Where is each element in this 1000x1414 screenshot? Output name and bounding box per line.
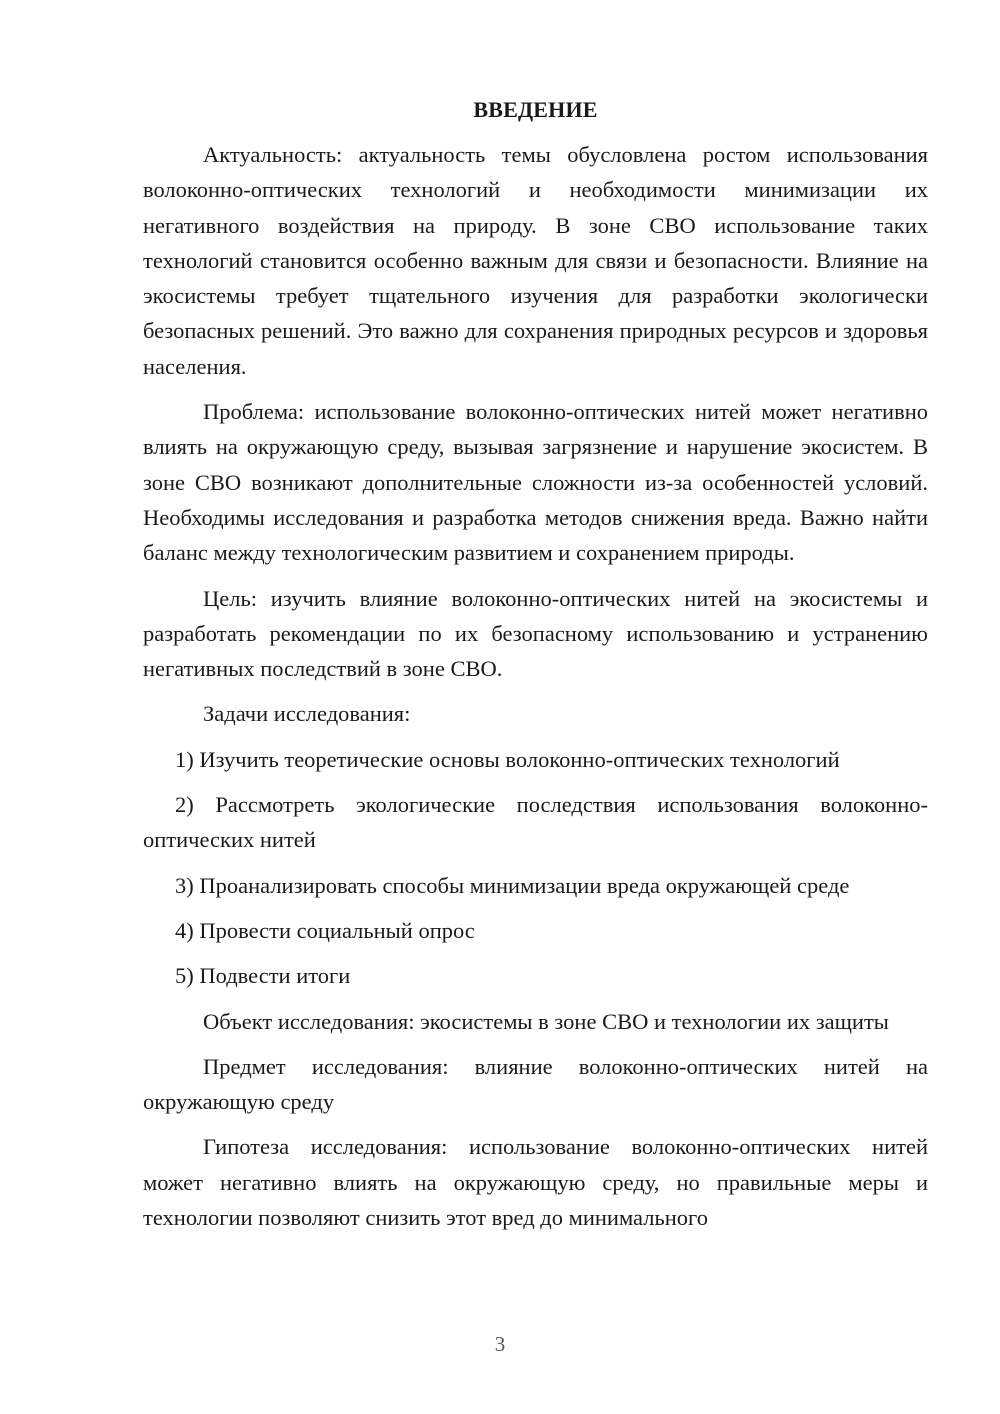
page-title: ВВЕДЕНИЕ [473, 97, 598, 122]
task-item: 3) Проанализировать способы минимизации вреда окружающей среде [175, 872, 850, 898]
page-number: 3 [494, 1332, 506, 1356]
task-item: 5) Подвести итоги [175, 963, 351, 989]
tasks-heading: Задачи исследования: [203, 701, 411, 727]
task-item: 4) Провести социальный опрос [175, 917, 475, 943]
document-page [143, 92, 928, 1235]
subject-paragraph: Предмет исследования: влияние волоконно-оптических нитей на окружающую среду [143, 1053, 928, 1115]
hypothesis-paragraph: Гипотеза исследования: использование волоконно-оптических нитей может негативно влиять на окружающую среду, но правильные меры и технологии позволяют снизить этот вред до минимального [143, 1134, 928, 1231]
goal-paragraph: Цель: изучить влияние волоконно-оптических нитей на экосистемы и разработать рекомендации по их безопасному использованию и устранению негативных последствий в зоне СВО. [143, 585, 928, 682]
object-paragraph: Объект исследования: экосистемы в зоне СВО и технологии их защиты [203, 1008, 889, 1034]
task-item: 1) Изучить теоретические основы волоконно-оптических технологий [175, 746, 840, 772]
task-item: 2) Рассмотреть экологические последствия использования волоконно-оптических нитей [143, 792, 928, 853]
relevance-paragraph: Актуальность: актуальность темы обусловлена ростом использования волоконно-оптических технологий и необходимости минимизации их негативного воздействия на природу. В зоне СВО использование таких технологий становится особенно важным для связи и безопасности. Влияние на экосистемы требует тщательного изучения для разработки экологически безопасных решений. Это важно для сохранения природных ресурсов и здоровья населения. [143, 142, 928, 379]
problem-paragraph: Проблема: использование волоконно-оптических нитей может негативно влиять на окружающую среду, вызывая загрязнение и нарушение экосистем. В зоне СВО возникают дополнительные сложности из-за особенностей условий. Необходимы исследования и разработка методов снижения вреда. Важно найти баланс между технологическим развитием и сохранением природы. [143, 399, 928, 566]
